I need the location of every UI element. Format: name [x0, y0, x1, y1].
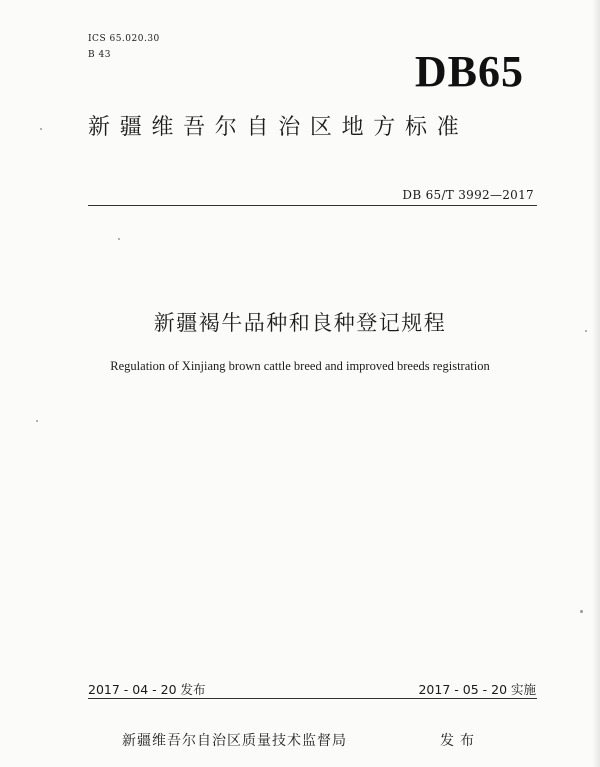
scan-edge-shadow — [592, 0, 600, 767]
scan-speck — [118, 238, 120, 240]
issuing-authority: 新疆维吾尔自治区质量技术监督局 — [122, 733, 347, 749]
standard-code-logo: DB65 — [414, 47, 524, 96]
ics-code: ICS 65.020.30 — [88, 34, 160, 44]
scan-speck — [40, 128, 42, 130]
top-divider — [88, 205, 537, 206]
standard-category-title: 新疆维吾尔自治区地方标准 — [88, 115, 469, 140]
implement-date: 2017 - 05 - 20 实施 — [418, 682, 536, 697]
issue-label: 发布 — [440, 733, 480, 749]
classification-code: B 43 — [88, 50, 111, 60]
standard-number: DB 65/T 3992—2017 — [402, 188, 534, 202]
publish-date: 2017 - 04 - 20 发布 — [88, 682, 206, 697]
scan-speck — [36, 420, 38, 422]
document-title-english: Regulation of Xinjiang brown cattle breed and improved breeds registration — [110, 359, 490, 373]
scan-speck — [580, 610, 583, 613]
bottom-divider — [88, 698, 537, 699]
scan-speck — [585, 330, 587, 332]
document-title-chinese: 新疆褐牛品种和良种登记规程 — [153, 311, 447, 335]
